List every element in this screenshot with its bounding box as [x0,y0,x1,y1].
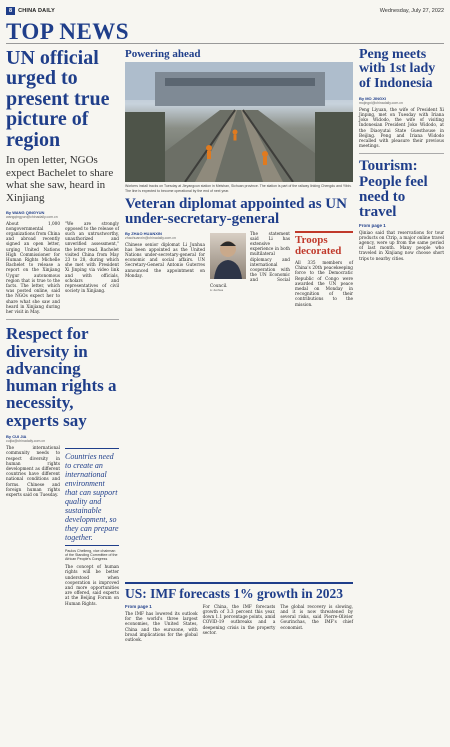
headshot-caption: Li Junhua [210,287,224,292]
li-junhua-photo [210,233,246,279]
news-photo[interactable] [125,62,353,182]
peng-byline-email[interactable]: mojingxi@chinadaily.com.cn [359,100,403,105]
section-header [6,20,444,44]
issue-date: Wednesday, July 27, 2022 [379,8,444,14]
masthead-left [6,7,55,15]
respect-byline: By CUI JIA [6,434,27,440]
veteran-col-2 [210,231,290,307]
right-column [359,48,444,742]
veteran-body-b: The statement said Li has extensive experience in both multilateral diplomacy and international cooperation with the UN Economic and Social Council. [210,230,290,288]
respect-body [6,445,119,606]
lead-byline: By WANG QINGYUN [6,209,45,215]
veteran-headline[interactable]: Veteran diplomat appointed as UN under-secretary-general [125,196,347,228]
troops-box [295,231,353,307]
imf-col-1 [125,604,198,642]
lead-deck: In open letter, NGOs expect Bachelet to share what she saw, heard in Xinjiang [6,153,114,204]
respect-body-b: The concept of human rights will be better understood when cooperation is improved and more opportunities are offered, said experts at the Beijing Forum on Human Rights. [65,564,119,606]
troops-headline[interactable]: Troops decorated [295,233,342,257]
veteran-body-a: Chinese senior diplomat Li Junhua has been appointed as the United Nations under-secretary-general for economic and social affairs. UN Secretary-General Antonio Guterres announced the appointment on Monday. [125,241,205,278]
imf-body-c: The global recovery is slowing, and it is now threatened by several risks, said Pierre-Olivier Gourinchas, the IMF's chief economist. [280,603,354,630]
center-column [125,48,353,578]
masthead-bar [6,4,444,18]
respect-body-a: The international community needs to respect diversity in human rights development as different countries have different national conditions and forms. Chinese and foreign human rights experts said on Tuesday. [6,445,60,497]
tourism-headline[interactable]: Tourism: People feel need to travel [359,158,428,221]
imf-body-b: For China, the IMF forecasts growth of 3.3 percent this year, down 1.1 percentage points, amid COVID-19 outbreaks and a deepening crisis in the property sector. [202,603,276,635]
imf-body-a: The IMF has lowered its outlook for the world's three largest economies, the United States, China and the eurozone, with broad implications for the global outlook. [125,610,198,642]
peng-byline: By MO JINGXI [359,95,386,101]
lead-body-b: "We are strongly opposed to the release of such an untrustworthy, unauthorized and unverified assessment," the letter read. Bachelet visited China from May 23 to 28, during which she met with President Xi Jinping via video link and with officials, scholars and representatives of civil society in Xinjiang. [65,220,119,294]
brand-name: CHINA DAILY [18,8,55,14]
lead-body [6,221,119,315]
imf-body [125,604,353,642]
section-title: TOP NEWS [6,19,130,44]
divider [6,319,119,320]
imf-headline[interactable]: US: IMF forecasts 1% growth in 2023 [125,586,343,601]
lead-body-a: About 1,000 nongovernmental organizations from China and abroad recently signed an open letter, urging United Nations High Commissioner for Human Rights Michelle Bachelet to release a report on the Xinjiang Uygur autonomous region that is true to the facts. The letter, which was posted online, said the NGOs expect her to share what she saw and heard in Xinjiang during her visit in May. [6,220,60,314]
imf-sub: From page 1 [125,603,152,609]
imf-story [125,582,353,742]
photo-kicker: Powering ahead [125,48,201,60]
troops-body: All 335 members of China's 20th peacekeeping force to the Democratic Republic of Congo were awarded the UN peace medal on Monday in recognition of their contributions to the mission. [295,260,353,307]
veteran-byline-email[interactable]: zhaohuanxin@chinadaily.com.cn [125,235,176,240]
respect-quote-block [65,445,119,606]
tourism-body: Qiniao said that reservations for tour products on Ctrip, a major online travel agency, were up from the same period of last month. Many people who traveled in Xinjiang now choose short trips to nearby cities. [359,229,444,261]
railway-station-image [125,62,353,182]
veteran-byline: By ZHAO HUANXIN [125,230,162,236]
respect-byline-email[interactable]: cuijia@chinadaily.com.cn [6,439,46,444]
veteran-body-area [125,231,353,307]
lead-headline[interactable]: UN official urged to present true picture of region [6,47,110,151]
peng-body: Peng Liyuan, the wife of President Xi Jinping, met on Tuesday with Iriana Joko Widodo, the wife of visiting Indonesian President Joko Widodo, at the Diaoyutai State Guesthouse in Beijing. Peng and Iriana Widodo recalled with pleasure their previous meetings. [359,106,444,149]
pull-quote: Countries need to create an international environment that can support quality and sustainable development, so they can prepare together. [65,448,119,546]
tourism-sub: From page 1 [359,222,386,228]
veteran-col-1 [125,231,205,307]
peng-headline[interactable]: Peng meets with 1st lady of Indonesia [359,47,436,91]
page-number: 8 [6,7,15,15]
lead-byline-email[interactable]: wangqingyun@chinadaily.com.cn [6,214,58,219]
divider [359,153,444,154]
portrait-image [210,233,246,279]
photo-caption: Workers install tracks on Tuesday at Jieyangcun station in Meishan, Sichuan province. The station is part of the railway linking Chengdu and Yibin. The line is expected to become operational by the end of next year. [125,184,352,193]
respect-headline[interactable]: Respect for diversity in advancing human rights a necessity, experts say [6,324,117,430]
pull-quote-attribution: Paulos Chelleng, vice chairman of the Standing Committee of the African People's Congress [65,549,118,562]
left-column [6,48,119,742]
